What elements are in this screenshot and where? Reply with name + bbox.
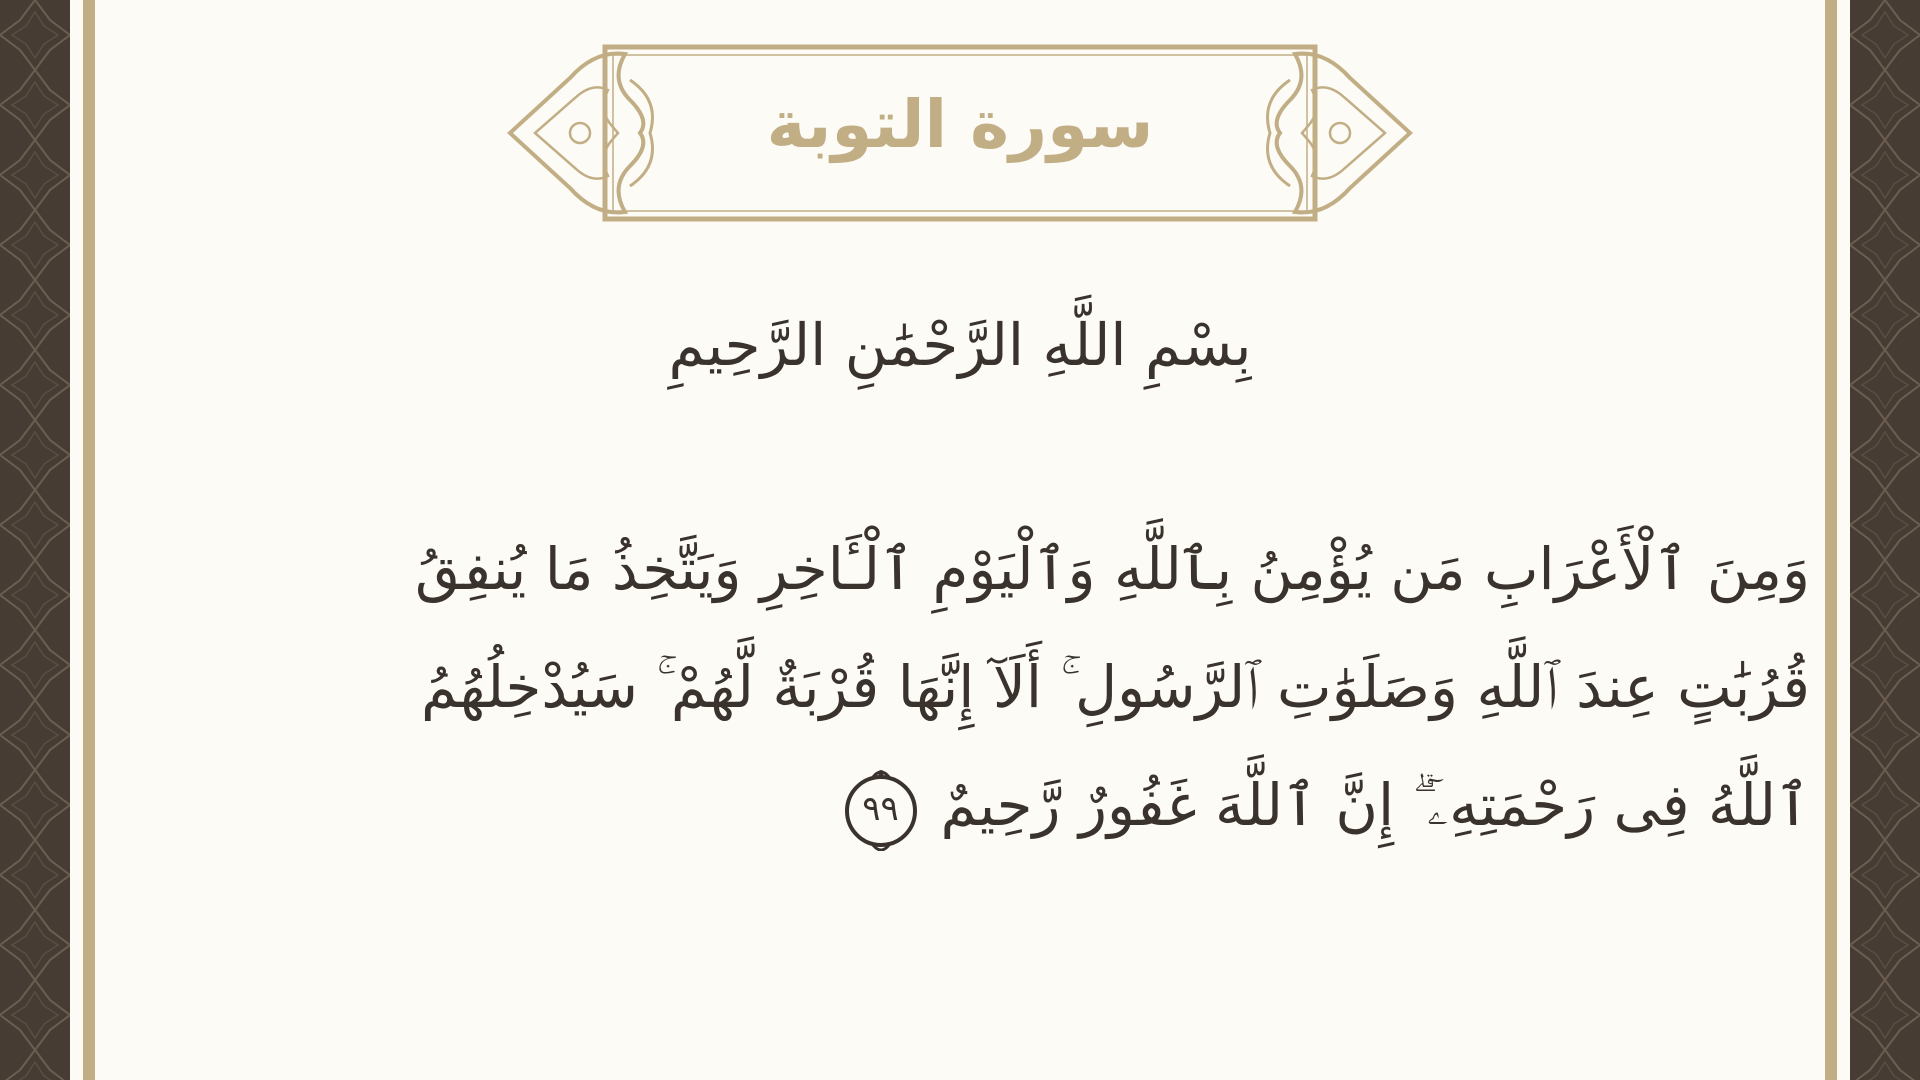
verse-line-2 <box>290 628 1810 746</box>
verse-line-3-text: ٱللَّهُ فِى رَحْمَتِهِۦٓ ۗ إِنَّ ٱللَّهَ غَفُورٌ رَّحِيمٌ <box>940 771 1810 839</box>
verse-line-1-text: وَمِنَ ٱلْأَعْرَابِ مَن يُؤْمِنُ بِٱللَّهِ وَٱلْيَوْمِ ٱلْـَٔاخِرِ وَيَتَّخِذُ مَا يُنفِقُ <box>414 535 1810 603</box>
ayah-end-marker <box>839 767 923 851</box>
verse-line-1 <box>290 510 1810 628</box>
right-gold-rule <box>1825 0 1837 1080</box>
ayah-number: ٩٩ <box>862 788 899 829</box>
basmala: بِسْمِ اللَّهِ الرَّحْمَٰنِ الرَّحِيمِ <box>668 311 1252 379</box>
right-geometric-pattern <box>1850 0 1920 1080</box>
verse-line-3 <box>290 746 1810 864</box>
left-pattern-border <box>0 0 70 1080</box>
left-geometric-pattern <box>0 0 70 1080</box>
verse-line-2-text: قُرُبَٰتٍ عِندَ ٱللَّهِ وَصَلَوَٰتِ ٱلرَّسُولِ ۚ أَلَآ إِنَّهَا قُرْبَةٌ لَّهُمْ ۚ سَيُدْخِلُهُمُ <box>421 653 1810 721</box>
surah-title: سورة التوبة <box>766 86 1154 163</box>
right-pattern-border <box>1850 0 1920 1080</box>
verse-text <box>290 510 1810 890</box>
left-gold-rule <box>83 0 95 1080</box>
